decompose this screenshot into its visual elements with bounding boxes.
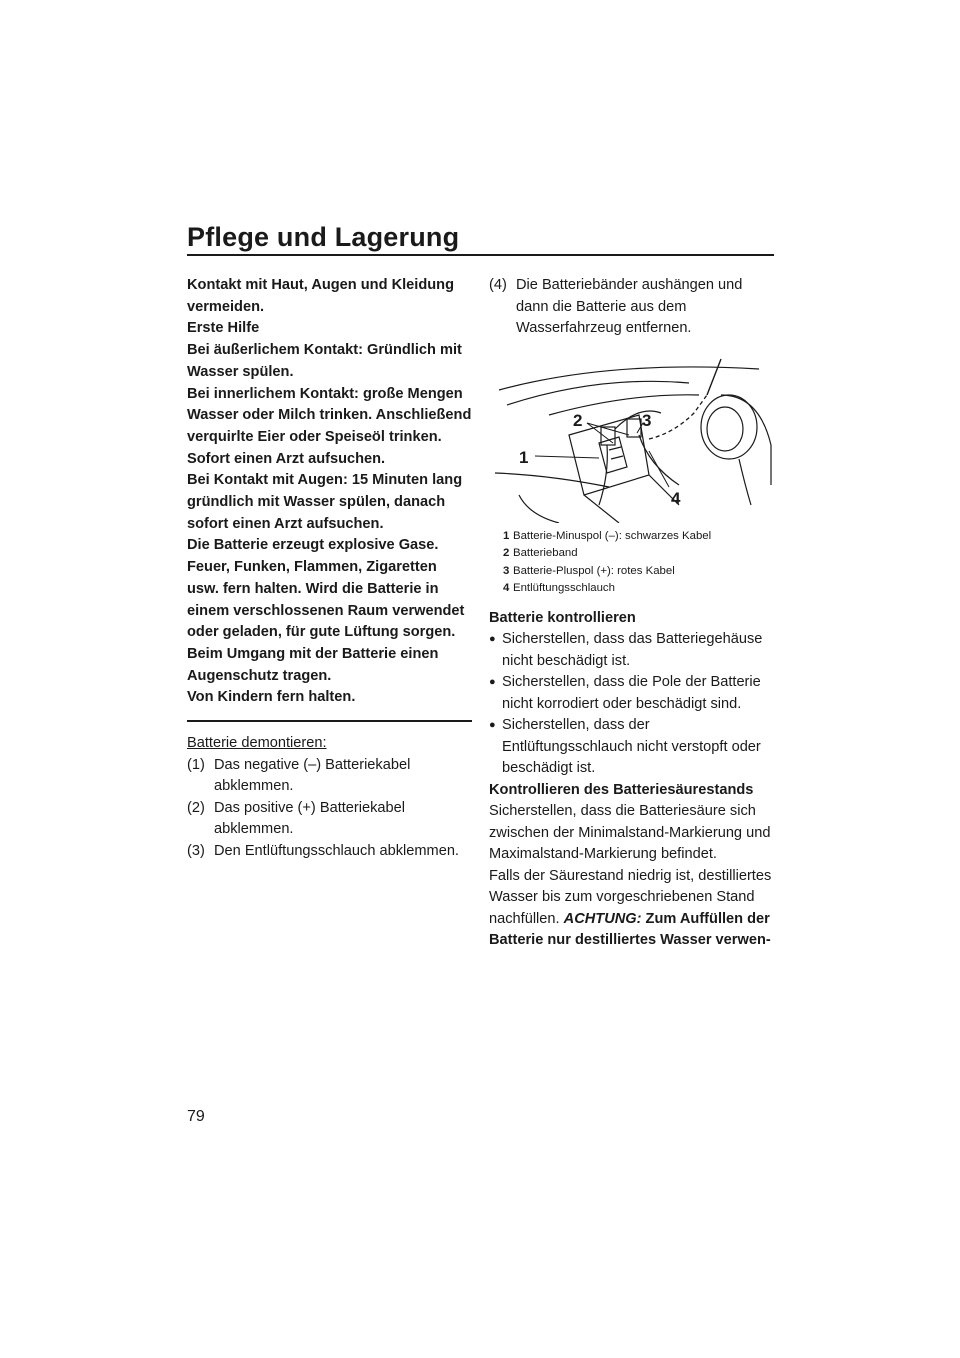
step-number: (4)	[489, 277, 507, 293]
remove-steps-continued	[489, 275, 776, 340]
step-number: (1)	[187, 756, 205, 773]
step-text: Das negative (–) Batteriekabel abklemmen.	[214, 756, 411, 795]
step-item	[187, 841, 472, 863]
acid-heading: Kontrollieren des Batteriesäurestands	[489, 781, 754, 798]
caution-label: ACHTUNG:	[563, 910, 642, 927]
legend-number: 4	[503, 582, 510, 595]
check-text: Sicherstellen, dass der Entlüftungsschlauch nicht verstopft oder beschädigt ist.	[502, 717, 761, 777]
step-item	[489, 275, 776, 340]
warning-end-rule	[187, 720, 472, 722]
caution-text: Zum Auffüllen der Batterie nur destilliertes Wasser verwen-	[489, 910, 771, 949]
remove-steps	[187, 755, 472, 863]
header-rule	[187, 254, 774, 256]
acid-paragraph: Sicherstellen, dass die Batteriesäure sich zwischen der Minimalstand-Markierung und Maximalstand-Markierung befindet.	[489, 803, 771, 863]
refill-text: Falls der Säurestand niedrig ist, destilliertes Wasser bis zum vorgeschriebenen Stand nachfüllen.	[489, 867, 772, 927]
figure-legend	[489, 528, 776, 598]
legend-number: 3	[503, 564, 510, 577]
legend-item	[489, 580, 776, 598]
legend-item	[489, 528, 776, 546]
legend-text: Batterie-Minuspol (–): schwarzes Kabel	[513, 529, 712, 542]
acid-refill-paragraph	[489, 866, 776, 952]
legend-text: Batterie-Pluspol (+): rotes Kabel	[513, 564, 675, 577]
right-column	[489, 275, 776, 952]
legend-text: Entlüftungsschlauch	[513, 582, 615, 595]
callout-1: 1	[519, 447, 529, 467]
warning-line: Erste Hilfe	[187, 320, 260, 337]
warning-line: Bei innerlichem Kontakt: große Mengen Wasser oder Milch trinken. Anschließend verquirlte Eier oder Speiseöl trinken. Sofort einen Arzt aufsuchen.	[187, 385, 472, 467]
step-item	[187, 798, 472, 841]
check-heading: Batterie kontrollieren	[489, 609, 636, 626]
step-text: Den Entlüftungsschlauch abklemmen.	[214, 842, 459, 859]
legend-text: Batterieband	[513, 547, 578, 560]
legend-number: 2	[503, 547, 510, 560]
step-item	[187, 755, 472, 798]
warning-line: Die Batterie erzeugt explosive Gase. Feuer, Funken, Flammen, Zigaretten usw. fern halten. Wird die Batterie in einem verschlossenen Raum verwendet oder geladen, für gute Lüftung sorgen. Beim Umgang mit der Batterie einen Augenschutz tragen.	[187, 537, 465, 684]
check-list	[489, 629, 776, 780]
remove-heading: Batterie demontieren:	[187, 735, 327, 752]
warning-line: Bei äußerlichem Kontakt: Gründlich mit Wasser spülen.	[187, 342, 462, 380]
warning-line: Von Kindern fern halten.	[187, 689, 356, 706]
check-text: Sicherstellen, dass die Pole der Batterie nicht korrodiert oder beschädigt sind.	[502, 674, 761, 712]
check-item	[489, 672, 776, 715]
step-text: Das positive (+) Batteriekabel abklemmen.	[214, 799, 406, 838]
callout-4: 4	[671, 488, 681, 508]
page-number: 79	[187, 1108, 205, 1125]
check-item	[489, 629, 776, 672]
page-title: Pflege und Lagerung	[187, 222, 460, 252]
step-number: (3)	[187, 842, 205, 859]
bullet-icon: ●	[489, 719, 496, 732]
step-text: Die Batteriebänder aushängen und dann die Batterie aus dem Wasserfahrzeug entfernen.	[516, 277, 743, 336]
warning-line: Kontakt mit Haut, Augen und Kleidung vermeiden.	[187, 277, 454, 315]
left-column	[187, 275, 472, 862]
callout-3: 3	[642, 410, 652, 430]
bullet-icon: ●	[489, 633, 496, 646]
legend-number: 1	[503, 529, 510, 542]
warning-line: Bei Kontakt mit Augen: 15 Minuten lang gründlich mit Wasser spülen, danach sofort einen Arzt aufsuchen.	[187, 472, 463, 532]
battery-illustration	[489, 355, 776, 523]
bullet-icon: ●	[489, 676, 496, 689]
step-number: (2)	[187, 799, 205, 816]
warning-block	[187, 275, 472, 709]
check-item	[489, 715, 776, 780]
callout-2: 2	[573, 410, 583, 430]
legend-item	[489, 545, 776, 563]
battery-drawing	[489, 355, 776, 523]
legend-item	[489, 563, 776, 581]
check-text: Sicherstellen, dass das Batteriegehäuse nicht beschädigt ist.	[502, 631, 763, 669]
